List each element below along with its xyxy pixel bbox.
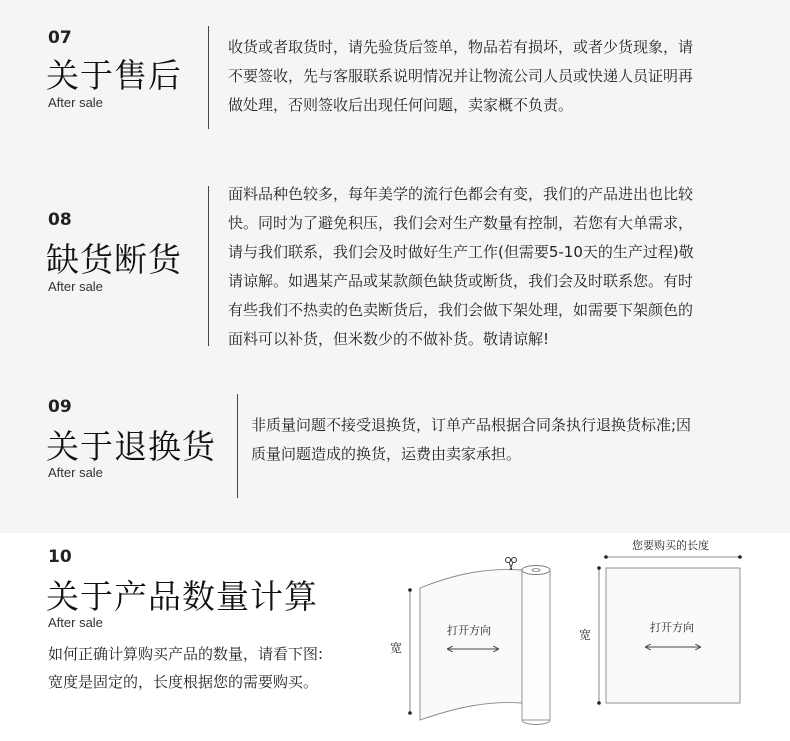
body-line: 收货或者取货时，请先验货后签单，物品若有损坏，或者少货现象，请	[228, 38, 694, 56]
section-title: 关于退换货	[46, 427, 216, 466]
fabric-sheet-shape	[420, 570, 522, 720]
sheet-width-label: 宽	[579, 628, 592, 642]
body-line: 宽度是固定的，长度根据您的需要购买。	[48, 673, 319, 691]
scissors-icon	[506, 558, 517, 571]
section-title: 关于产品数量计算	[46, 577, 318, 616]
divider	[237, 394, 238, 498]
section-out-of-stock	[0, 180, 790, 370]
body-line: 不要签收，先与客服联系说明情况并让物流公司人员或快递人员证明再	[228, 67, 694, 85]
body-line: 有些我们不热卖的色卖断货后，我们会做下架处理，如需要下架颜色的	[228, 301, 694, 319]
purchase-length-label: 您要购买的长度	[632, 539, 709, 552]
roll-open-direction-label: 打开方向	[447, 624, 491, 637]
body-line: 非质量问题不接受退换货，订单产品根据合同条执行退换货标准;因	[251, 416, 692, 434]
body-line: 面料品种色较多，每年美学的流行色都会有变，我们的产品进出也比较	[228, 185, 694, 203]
section-number: 10	[48, 547, 72, 567]
body-line: 请谅解。如遇某产品或某款颜色缺货或断货，我们会及时联系您。有时	[228, 272, 694, 290]
section-number: 09	[48, 397, 72, 417]
body-line: 做处理，否则签收后出现任何问题，卖家概不负责。	[228, 96, 574, 114]
section-subtitle: After sale	[48, 279, 103, 294]
section-subtitle: After sale	[48, 615, 103, 630]
body-line: 质量问题造成的换货，运费由卖家承担。	[251, 445, 522, 463]
section-number: 07	[48, 28, 72, 48]
body-line: 如何正确计算购买产品的数量，请看下图:	[48, 645, 324, 663]
section-title: 缺货断货	[46, 240, 182, 279]
section-body	[228, 33, 693, 120]
section-body	[48, 640, 323, 696]
section-after-sale	[0, 0, 790, 180]
section-title: 关于售后	[46, 56, 182, 95]
fabric-roll-diagram	[380, 548, 565, 738]
body-line: 请与我们联系，我们会及时做好生产工作(但需要5-10天的生产过程)敬	[228, 243, 694, 261]
roll-width-label: 宽	[390, 641, 403, 655]
section-subtitle: After sale	[48, 95, 103, 110]
section-returns	[0, 370, 790, 533]
fabric-roll-icon	[522, 570, 550, 720]
fabric-sheet-shape	[606, 568, 740, 703]
fabric-sheet-diagram	[570, 535, 750, 735]
body-line: 面料可以补货，但米数少的不做补货。敬请谅解!	[228, 330, 550, 348]
divider	[208, 186, 209, 346]
section-body	[251, 411, 691, 469]
body-line: 快。同时为了避免积压，我们会对生产数量有控制，若您有大单需求，	[228, 214, 694, 232]
section-quantity-calculation	[0, 533, 790, 741]
divider	[208, 26, 209, 129]
section-subtitle: After sale	[48, 465, 103, 480]
section-body	[228, 180, 694, 354]
section-number: 08	[48, 210, 72, 230]
sheet-open-direction-label: 打开方向	[650, 621, 694, 634]
